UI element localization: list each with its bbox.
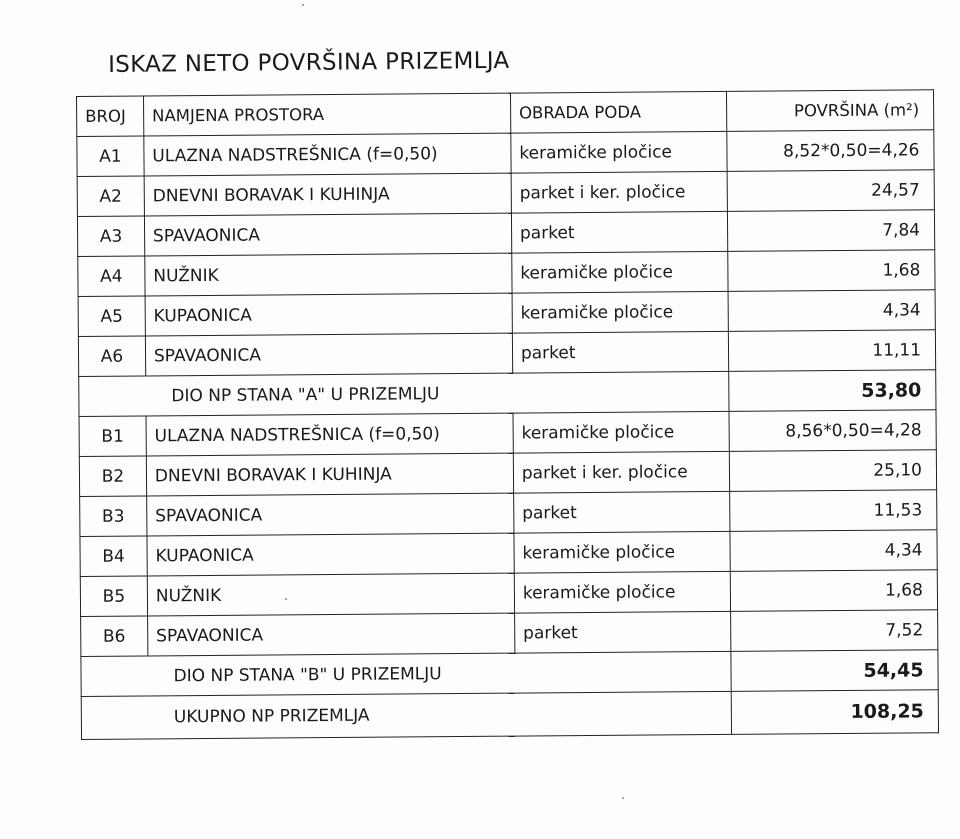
room-code: B5: [80, 576, 147, 617]
room-purpose: KUPAONICA: [145, 293, 512, 336]
document-title: ISKAZ NETO POVRŠINA PRIZEMLJA: [108, 47, 510, 78]
room-code: B3: [80, 496, 147, 537]
room-code: B2: [79, 456, 146, 497]
room-purpose: DNEVNI BORAVAK I KUHINJA: [144, 173, 511, 216]
total-row: [81, 690, 938, 740]
header-namjena: NAMJENA PROSTORA: [143, 93, 510, 136]
floor-finish: keramičke pločice: [512, 251, 728, 293]
area-table: [76, 89, 939, 740]
floor-finish: parket: [511, 211, 727, 253]
total-value: 108,25: [731, 690, 939, 735]
room-area: 1,68: [730, 570, 938, 612]
floor-finish: parket i ker. pločice: [511, 171, 727, 213]
floor-finish: parket: [514, 491, 730, 533]
room-area: 25,10: [729, 450, 937, 492]
subtotal-row-a: [79, 370, 936, 417]
subtotal-value-a: 53,80: [728, 370, 936, 412]
room-area: 8,56*0,50=4,28: [729, 410, 937, 452]
header-broj: BROJ: [77, 96, 144, 137]
table-row: [78, 250, 935, 297]
room-code: A6: [78, 336, 145, 377]
room-purpose: KUPAONICA: [147, 533, 514, 576]
scan-speck: [622, 797, 624, 799]
room-purpose: SPAVAONICA: [145, 333, 512, 376]
room-code: B6: [81, 616, 148, 657]
room-area: 8,52*0,50=4,26: [727, 130, 935, 172]
room-code: B4: [80, 536, 147, 577]
scan-speck: [302, 4, 304, 6]
room-purpose: SPAVAONICA: [147, 493, 514, 536]
floor-finish: keramičke pločice: [511, 131, 727, 173]
room-code: A3: [77, 216, 144, 257]
room-area: 11,53: [729, 490, 937, 532]
floor-finish: keramičke pločice: [512, 291, 728, 333]
room-area: 11,11: [728, 330, 936, 372]
room-purpose: NUŽNIK: [147, 573, 514, 616]
table-header-row: [77, 90, 934, 137]
room-area: 4,34: [728, 290, 936, 332]
room-code: A2: [77, 176, 144, 217]
room-purpose: SPAVAONICA: [147, 613, 514, 656]
room-code: A1: [77, 136, 144, 177]
table-row: [77, 210, 934, 257]
total-label: UKUPNO NP PRIZEMLJA: [81, 691, 731, 739]
room-code: A5: [78, 296, 145, 337]
table-row: [77, 130, 934, 177]
table-row: [78, 330, 935, 377]
floor-finish: parket i ker. pločice: [513, 451, 729, 493]
room-purpose: ULAZNA NADSTREŠNICA (f=0,50): [144, 133, 511, 176]
floor-finish: keramičke pločice: [513, 411, 729, 453]
subtotal-value-b: 54,45: [731, 650, 939, 692]
floor-finish: keramičke pločice: [514, 571, 730, 613]
scan-speck: [285, 598, 287, 600]
header-povrsina: POVRŠINA (m²): [726, 90, 934, 132]
room-purpose: NUŽNIK: [145, 253, 512, 296]
floor-finish: keramičke pločice: [514, 531, 730, 573]
room-area: 7,84: [727, 210, 935, 252]
table-row: [77, 170, 934, 217]
room-area: 24,57: [727, 170, 935, 212]
table-row: [81, 610, 938, 657]
header-obrada: OBRADA PODA: [510, 91, 726, 133]
table-row: [78, 290, 935, 337]
table-row: [80, 570, 937, 617]
room-area: 4,34: [730, 530, 938, 572]
subtotal-label-a: DIO NP STANA "A" U PRIZEMLJU: [79, 371, 729, 416]
floor-finish: parket: [512, 331, 728, 373]
room-purpose: ULAZNA NADSTREŠNICA (f=0,50): [146, 413, 513, 456]
room-area: 1,68: [727, 250, 935, 292]
subtotal-label-b: DIO NP STANA "B" U PRIZEMLJU: [81, 651, 731, 696]
room-code: A4: [78, 256, 145, 297]
table-row: [79, 450, 936, 497]
table-row: [80, 490, 937, 537]
room-purpose: SPAVAONICA: [144, 213, 511, 256]
room-purpose: DNEVNI BORAVAK I KUHINJA: [146, 453, 513, 496]
room-area: 7,52: [730, 610, 938, 652]
subtotal-row-b: [81, 650, 938, 697]
room-code: B1: [79, 416, 146, 457]
table-row: [79, 410, 936, 457]
floor-finish: parket: [514, 611, 730, 653]
table-row: [80, 530, 937, 577]
